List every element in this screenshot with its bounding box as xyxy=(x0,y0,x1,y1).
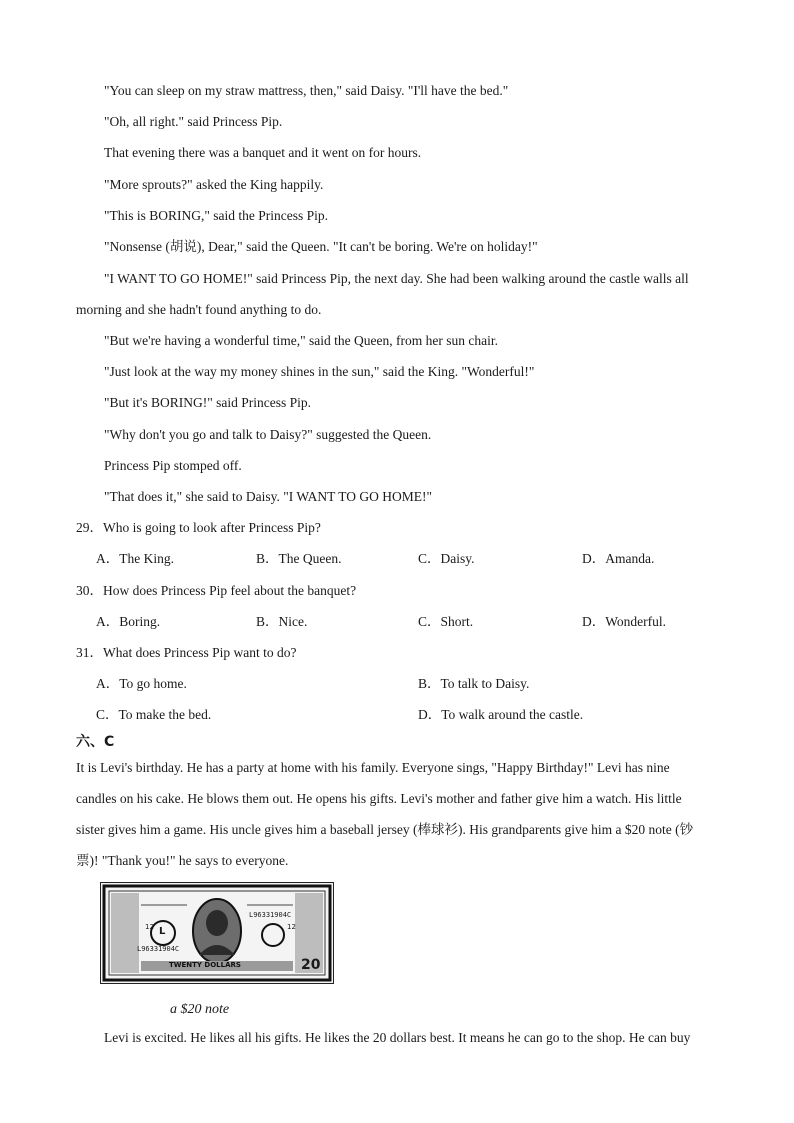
story-line: Princess Pip stomped off. xyxy=(104,458,242,473)
story-line: "This is BORING," said the Princess Pip. xyxy=(104,208,329,223)
option-30-b[interactable]: B．Nice. xyxy=(256,614,308,629)
story-line: "But we're having a wonderful time," said the Queen, from her sun chair. xyxy=(104,333,498,348)
story-line: "Nonsense (胡说), Dear," said the Queen. "It can't be boring. We're on holiday!" xyxy=(104,239,538,254)
twenty-dollar-note-image xyxy=(100,882,334,984)
story-line: "That does it," she said to Daisy. "I WANT TO GO HOME!" xyxy=(104,489,433,504)
option-31-b[interactable]: B．To talk to Daisy. xyxy=(418,676,530,691)
option-31-c[interactable]: C．To make the bed. xyxy=(96,707,212,722)
option-29-c[interactable]: C．Daisy. xyxy=(418,551,475,566)
story-line: "More sprouts?" asked the King happily. xyxy=(104,177,324,192)
bill-denomination-left: 12 xyxy=(145,923,154,931)
question-text: What does Princess Pip want to do? xyxy=(103,645,297,660)
option-30-c[interactable]: C．Short. xyxy=(418,614,474,629)
story-line: "I WANT TO GO HOME!" said Princess Pip, the next day. She had been walking around the castle walls all xyxy=(104,271,689,286)
question-29 xyxy=(76,518,321,538)
section-heading: 六、C xyxy=(76,734,115,750)
question-text: How does Princess Pip feel about the banquet? xyxy=(103,583,357,598)
question-number: 29． xyxy=(76,520,103,535)
passage-line: candles on his cake. He blows them out. He opens his gifts. Levi's mother and father give him a watch. His little xyxy=(76,791,682,806)
passage-line: 票)! "Thank you!" he says to everyone. xyxy=(76,853,289,868)
question-number: 31． xyxy=(76,645,103,660)
story-line: "Oh, all right." said Princess Pip. xyxy=(104,114,283,129)
question-31 xyxy=(76,643,296,663)
bill-serial-left: L96331904C xyxy=(137,945,180,953)
passage-line: It is Levi's birthday. He has a party at home with his family. Everyone sings, "Happy Birthday!" Levi has nine xyxy=(76,760,670,775)
passage-line: sister gives him a game. His uncle gives him a baseball jersey (棒球衫). His grandparents give him a $20 note (钞 xyxy=(76,822,694,837)
option-30-d[interactable]: D．Wonderful. xyxy=(582,614,667,629)
question-number: 30． xyxy=(76,583,103,598)
option-31-d[interactable]: D．To walk around the castle. xyxy=(418,707,584,722)
option-29-d[interactable]: D．Amanda. xyxy=(582,551,655,566)
option-29-b[interactable]: B．The Queen. xyxy=(256,551,342,566)
story-line: "Why don't you go and talk to Daisy?" suggested the Queen. xyxy=(104,427,432,442)
question-30 xyxy=(76,581,356,601)
story-line: morning and she hadn't found anything to do. xyxy=(76,302,322,317)
bill-serial-top: L96331904C xyxy=(249,911,292,919)
passage-line: Levi is excited. He likes all his gifts. He likes the 20 dollars best. It means he can go to the shop. He can buy xyxy=(104,1030,691,1045)
story-line: "But it's BORING!" said Princess Pip. xyxy=(104,395,311,410)
image-caption: a $20 note xyxy=(170,1002,230,1017)
option-31-a[interactable]: A．To go home. xyxy=(96,676,187,691)
bill-denomination-right: 12 xyxy=(287,923,296,931)
option-30-a[interactable]: A．Boring. xyxy=(96,614,161,629)
question-text: Who is going to look after Princess Pip? xyxy=(103,520,321,535)
bill-corner-value: 20 xyxy=(301,957,321,973)
story-line: "Just look at the way my money shines in the sun," said the King. "Wonderful!" xyxy=(104,364,535,379)
bill-seal-letter: L xyxy=(159,926,166,937)
bill-bottom-text: TWENTY DOLLARS xyxy=(169,961,241,969)
story-line: That evening there was a banquet and it went on for hours. xyxy=(104,145,422,160)
story-line: "You can sleep on my straw mattress, then," said Daisy. "I'll have the bed." xyxy=(104,83,509,98)
option-29-a[interactable]: A．The King. xyxy=(96,551,174,566)
